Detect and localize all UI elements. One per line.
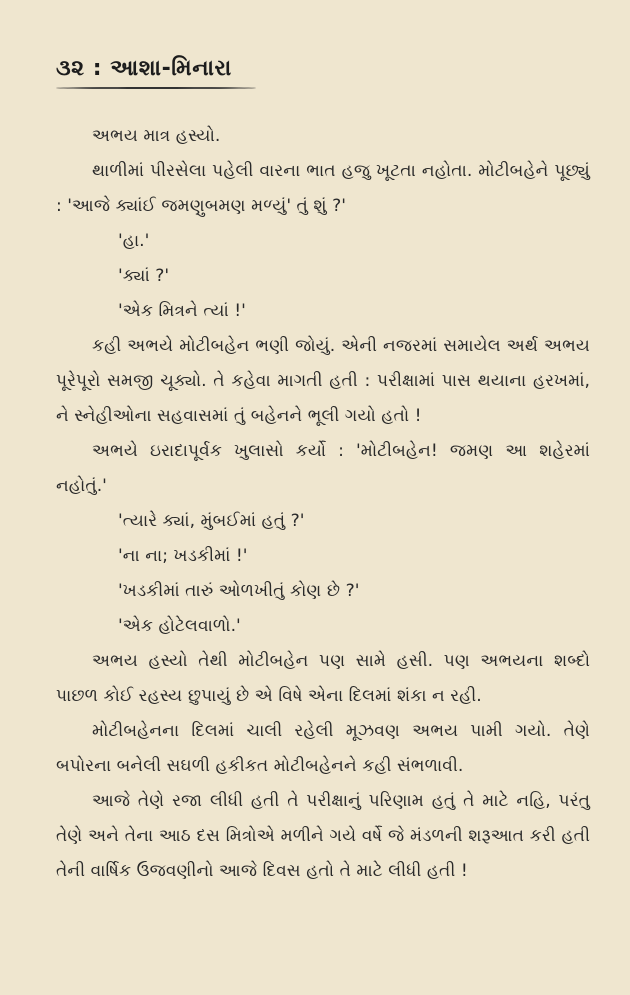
body-text	[56, 119, 590, 889]
paragraph: મોટીબહેનના દિલમાં ચાલી રહેલી મૂઝવણ અભય પામી ગયો. તેણે બપોરના બનેલી સઘળી હકીકત મોટીબહેનને કહી સંભળાવી.	[56, 721, 590, 776]
paragraph: કહી અભયે મોટીબહેન ભણી જોયું. એની નજરમાં સમાયેલ અર્થ અભય પૂરેપૂરો સમજી ચૂક્યો. તે કહેવા માગતી હતી : પરીક્ષામાં પાસ થયાના હરખમાં, ને સ્નેહીઓના સહવાસમાં તું બહેનને ભૂલી ગયો હતો !	[56, 336, 590, 426]
dialogue-line: 'ના ના; ખડકીમાં !'	[118, 546, 248, 566]
paragraph: અભય હસ્યો તેથી મોટીબહેન પણ સામે હસી. પણ અભયના શબ્દો પાછળ કોઈ રહસ્ય છુપાયું છે એ વિષે એના દિલમાં શંકા ન રહી.	[56, 651, 590, 706]
dialogue-line: 'ક્યાં ?'	[118, 266, 170, 286]
paragraph: અભય માત્ર હસ્યો.	[92, 126, 221, 146]
paragraph: અભયે ઇરાદાપૂર્વક ખુલાસો કર્યો : 'મોટીબહેન! જમણ આ શહેરમાં નહોતું.'	[56, 441, 590, 496]
dialogue-line: 'ખડકીમાં તારું ઓળખીતું કોણ છે ?'	[118, 581, 360, 601]
dialogue-line: 'એક મિત્રને ત્યાં !'	[118, 301, 246, 321]
dialogue-line: 'હા.'	[118, 231, 150, 251]
header-underline	[56, 87, 256, 89]
paragraph: થાળીમાં પીરસેલા પહેલી વારના ભાત હજુ ખૂટતા નહોતા. મોટીબહેને પૂછ્યું : 'આજે ક્યાંઈ જમણુબમણ મળ્યું' તું શું ?'	[56, 161, 590, 216]
running-header	[56, 56, 232, 85]
paragraph: આજે તેણે રજા લીધી હતી તે પરીક્ષાનું પરિણામ હતું તે માટે નહિ, પરંતુ તેણે અને તેના આઠ દસ મિત્રોએ મળીને ગયે વર્ષે જે મંડળની શરૂઆત કરી હતી તેની વાર્ષિક ઉજવણીનો આજે દિવસ હતો તે માટે લીધી હતી !	[56, 791, 590, 881]
header-separator: :	[92, 56, 103, 81]
page-number: ૩૨	[56, 56, 85, 81]
dialogue-line: 'એક હોટેલવાળો.'	[118, 616, 241, 636]
chapter-title: આશા-મિનારા	[110, 56, 232, 81]
dialogue-line: 'ત્યારે ક્યાં, મુંબઈમાં હતું ?'	[118, 511, 305, 531]
